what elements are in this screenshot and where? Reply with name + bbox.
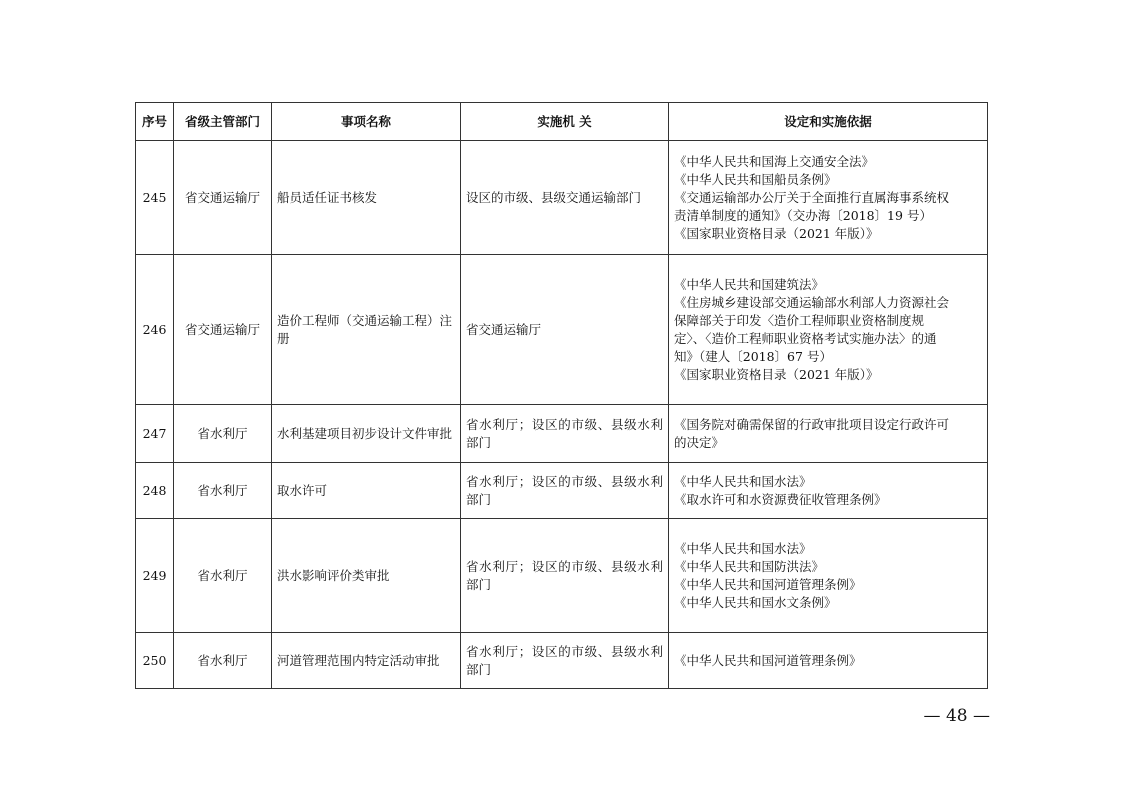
row-dept: 省交通运输厅 [174, 255, 272, 405]
basis-line: 《取水许可和水资源费征收管理条例》 [674, 491, 887, 507]
row-basis [669, 463, 988, 519]
basis-line: 知》（建人〔2018〕67 号） [674, 348, 832, 364]
row-agency: 省水利厅；设区的市级、县级水利部门 [461, 463, 669, 519]
basis-line: 的决定》 [674, 434, 725, 450]
row-dept: 省水利厅 [174, 463, 272, 519]
header-dept: 省级主管部门 [174, 103, 272, 141]
basis-line: 定〉、〈造价工程师职业资格考试实施办法〉的通 [674, 330, 937, 346]
row-item-name: 洪水影响评价类审批 [272, 519, 461, 633]
row-seq: 250 [136, 633, 174, 689]
table-row [136, 141, 988, 255]
row-agency: 省水利厅；设区的市级、县级水利部门 [461, 405, 669, 463]
row-item-name: 取水许可 [272, 463, 461, 519]
row-seq: 246 [136, 255, 174, 405]
table-row [136, 463, 988, 519]
row-basis [669, 405, 988, 463]
basis-line: 《中华人民共和国船员条例》 [674, 171, 837, 187]
row-basis [669, 141, 988, 255]
row-basis [669, 519, 988, 633]
row-agency: 省水利厅；设区的市级、县级水利部门 [461, 633, 669, 689]
row-basis [669, 633, 988, 689]
row-basis [669, 255, 988, 405]
licensing-items-table [135, 102, 988, 689]
row-dept: 省水利厅 [174, 519, 272, 633]
basis-line: 《中华人民共和国水文条例》 [674, 594, 837, 610]
header-seq: 序号 [136, 103, 174, 141]
header-item: 事项名称 [272, 103, 461, 141]
page-number: — 48 — [923, 706, 990, 726]
header-basis: 设定和实施依据 [669, 103, 988, 141]
table-row [136, 633, 988, 689]
basis-line: 《中华人民共和国防洪法》 [674, 558, 825, 574]
header-agency: 实施机 关 [461, 103, 669, 141]
row-item-name: 河道管理范围内特定活动审批 [272, 633, 461, 689]
basis-line: 《国家职业资格目录（2021 年版）》 [674, 225, 879, 241]
row-dept: 省水利厅 [174, 405, 272, 463]
row-dept: 省交通运输厅 [174, 141, 272, 255]
row-item-name: 船员适任证书核发 [272, 141, 461, 255]
row-seq: 247 [136, 405, 174, 463]
document-table-wrapper [135, 102, 987, 689]
basis-line: 保障部关于印发〈造价工程师职业资格制度规 [674, 312, 925, 328]
basis-line: 《国家职业资格目录（2021 年版）》 [674, 366, 879, 382]
table-body [136, 141, 988, 689]
row-item-name: 造价工程师（交通运输工程）注册 [272, 255, 461, 405]
row-seq: 245 [136, 141, 174, 255]
table-row [136, 255, 988, 405]
row-agency: 省水利厅；设区的市级、县级水利部门 [461, 519, 669, 633]
basis-line: 《交通运输部办公厅关于全面推行直属海事系统权 [674, 189, 950, 205]
basis-line: 《住房城乡建设部交通运输部水利部人力资源社会 [674, 294, 950, 310]
basis-line: 《中华人民共和国海上交通安全法》 [674, 153, 875, 169]
row-agency: 省交通运输厅 [461, 255, 669, 405]
basis-line: 《中华人民共和国水法》 [674, 540, 812, 556]
row-dept: 省水利厅 [174, 633, 272, 689]
basis-line: 《中华人民共和国河道管理条例》 [674, 576, 862, 592]
basis-line: 《中华人民共和国水法》 [674, 473, 812, 489]
basis-line: 《国务院对确需保留的行政审批项目设定行政许可 [674, 416, 950, 432]
row-agency: 设区的市级、县级交通运输部门 [461, 141, 669, 255]
row-item-name: 水利基建项目初步设计文件审批 [272, 405, 461, 463]
basis-line: 责清单制度的通知》（交办海〔2018〕19 号） [674, 207, 932, 223]
row-seq: 248 [136, 463, 174, 519]
table-row [136, 405, 988, 463]
table-row [136, 519, 988, 633]
row-seq: 249 [136, 519, 174, 633]
table-header-row [136, 103, 988, 141]
basis-line: 《中华人民共和国建筑法》 [674, 276, 825, 292]
basis-line: 《中华人民共和国河道管理条例》 [674, 652, 862, 668]
